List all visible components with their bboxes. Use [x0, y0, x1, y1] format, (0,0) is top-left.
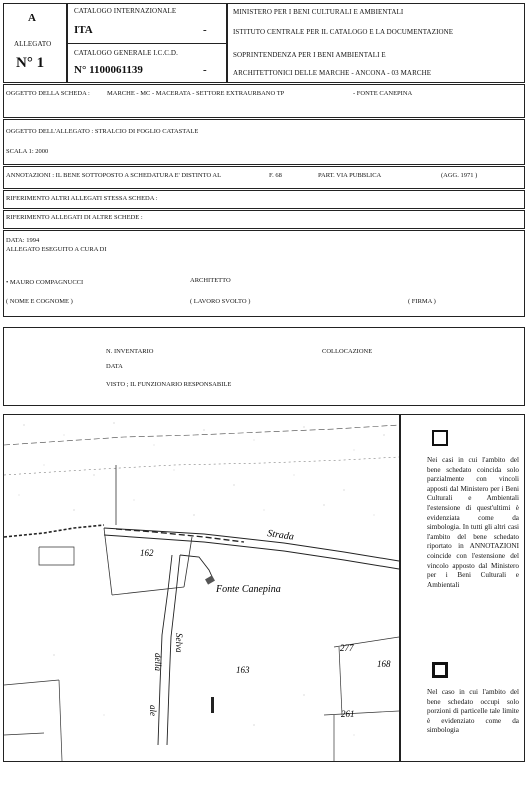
riferimento-stessa-text: RIFERIMENTO ALTRI ALLEGATI STESSA SCHEDA : — [6, 195, 158, 202]
visto-text: VISTO ; IL FUNZIONARIO RESPONSABILE — [106, 381, 232, 388]
ministry-line-3: SOPRINTENDENZA PER I BENI AMBIENTALI E — [233, 51, 386, 59]
cat-gen-label: CATALOGO GENERALE I.C.C.D. — [74, 49, 178, 57]
collocazione-text: COLLOCAZIONE — [322, 348, 373, 355]
map-label-strada: Strada — [266, 528, 295, 543]
ruolo-text: ARCHITETTO — [190, 277, 231, 284]
map-label-ale: ale — [148, 705, 158, 716]
map-label-261: 261 — [341, 709, 355, 719]
cat-gen-value: N° 1100061139 — [74, 64, 143, 76]
map-label-selva: Selva — [174, 633, 184, 653]
map-label-163: 163 — [236, 665, 250, 675]
allegato-label: ALLEGATO — [14, 40, 52, 48]
inventario-block — [3, 327, 525, 406]
cat-int-value: ITA — [74, 24, 93, 36]
oggetto-scheda-value: MARCHE - MC - MACERATA - SETTORE EXTRAURBANO TP — [107, 90, 285, 97]
cat-int-dash: - — [203, 24, 207, 36]
annotazioni-text: ANNOTAZIONI : IL BENE SOTTOPOSTO A SCHEDATURA E' DISTINTO AL — [6, 172, 222, 179]
allegato-number: N° 1 — [16, 55, 45, 71]
legend-text-2: Nel caso in cui l'ambito del bene schedato occupi solo porzioni di particelle tale limite è evidenziato come da simbologia — [427, 688, 519, 735]
firma-label: ( FIRMA ) — [408, 298, 436, 305]
data-block — [3, 230, 525, 317]
oggetto-scheda-label: OGGETTO DELLA SCHEDA : — [6, 90, 90, 97]
inventario-data-text: DATA — [106, 363, 123, 370]
map-label-277: 277 — [340, 643, 354, 653]
ministry-line-1: MINISTERO PER I BENI CULTURALI E AMBIENTALI — [233, 8, 404, 16]
map-label-168: 168 — [377, 659, 391, 669]
eseguito-text: ALLEGATO ESEGUITO A CURA DI — [6, 246, 107, 253]
map-label-162: 162 — [140, 548, 154, 558]
ministry-line-4: ARCHITETTONICI DELLE MARCHE - ANCONA - 03 MARCHE — [233, 69, 432, 77]
annotazioni-foglio: F. 68 — [269, 172, 282, 179]
map-label-fonte: Fonte Canepina — [216, 584, 281, 595]
scala-text: SCALA 1: 2000 — [6, 148, 49, 155]
ministry-line-2: ISTITUTO CENTRALE PER IL CATALOGO E LA DOCUMENTAZIONE — [233, 28, 454, 36]
legend-filled-square-icon — [432, 662, 448, 678]
allegato-letter: A — [28, 12, 36, 24]
cat-gen-dash: - — [203, 64, 207, 76]
oggetto-scheda-value2: - FONTE CANEPINA — [353, 90, 413, 97]
riferimento-altre-text: RIFERIMENTO ALLEGATI DI ALTRE SCHEDE : — [6, 214, 143, 221]
oggetto-allegato-row — [3, 119, 525, 165]
cadastral-map — [4, 415, 399, 761]
cat-int-label: CATALOGO INTERNAZIONALE — [74, 7, 177, 15]
map-label-della: della — [153, 653, 163, 671]
nome-text: • MAURO COMPAGNUCCI — [6, 279, 84, 286]
legend-text-1: Nei casi in cui l'ambito del bene schedato coincida solo parzialmente con vincoli apposti dal Ministero per i Beni Culturali e Ambientali l'estensione di quest'ultimi è evidenziata come da simbologia. In tutti gli altri casi l'ambito del bene schedato riportato in ANNOTAZIONI coincide con l'estensione del vincolo apposto dal Ministero per i Beni Culturali e Ambientali — [427, 456, 519, 589]
annotazioni-part: PART. VIA PUBBLICA — [318, 172, 382, 179]
n-inventario-text: N. INVENTARIO — [106, 348, 154, 355]
annotazioni-agg: (AGG. 1971 ) — [441, 172, 478, 179]
lavoro-label: ( LAVORO SVOLTO ) — [190, 298, 251, 305]
oggetto-allegato-text: OGGETTO DELL'ALLEGATO : STRALCIO DI FOGLIO CATASTALE — [6, 128, 199, 135]
data-text: DATA: 1994 — [6, 237, 40, 244]
legend-open-square-icon — [432, 430, 448, 446]
nome-label: ( NOME E COGNOME ) — [6, 298, 73, 305]
